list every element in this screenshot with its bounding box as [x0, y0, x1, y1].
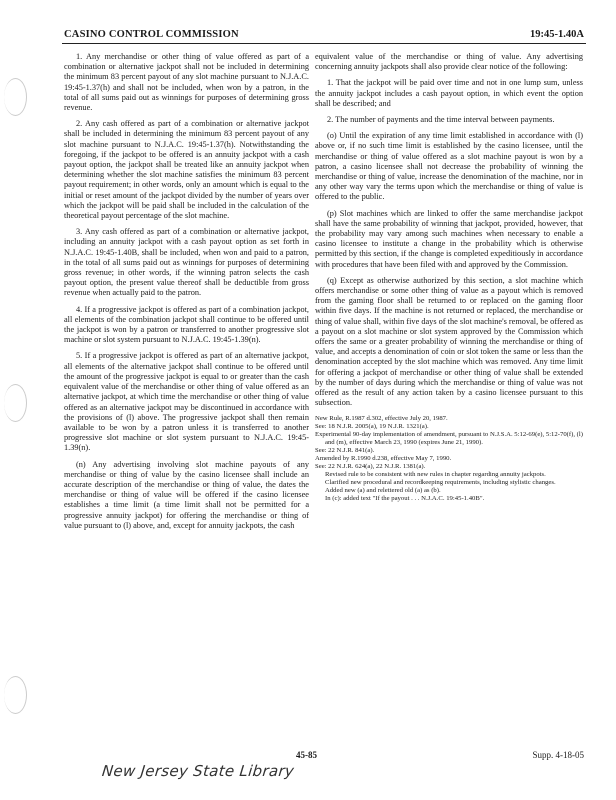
library-stamp: New Jersey State Library: [101, 762, 296, 780]
page-header-title: CASINO CONTROL COMMISSION: [64, 29, 239, 40]
history-note: In (c): added text "If the payout . . . N.J.A.C. 19:45-1.40B".: [325, 495, 485, 503]
paragraph: (n) Any advertising involving slot machine payouts of any merchandise or thing of value by the casino licensee shall include an accurate description of the merchandise or thing of value, the dates the merchandise or thing of value will be offered if the casino licensee establishes a time limit (a time limit shall not be permitted for a progressive annuity jackpot) for offering the merchandise or thing of value pursuant to (l) above, and, except for annuity jackpots, the cash: [64, 459, 309, 530]
punch-hole-bottom: [4, 676, 27, 714]
paragraph: equivalent value of the merchandise or thing of value. Any advertising concerning annuity jackpots shall also provide clear notice of the following:: [315, 52, 583, 72]
paragraph: 1. That the jackpot will be paid over time and not in one lump sum, unless the annuity jackpot includes a cash payout option, in which event the option shall be described; and: [315, 78, 583, 108]
paragraph: (p) Slot machines which are linked to offer the same merchandise jackpot shall have the same probability of winning that jackpot, provided, however, that the probability may vary among such machines when necessary to enable a casino licensee to institute a change in the probability which is otherwise permitted by this section, if the change is completed expeditiously in accordance with procedures that have been filed with and approved by the Commission.: [315, 208, 583, 269]
right-column: [315, 52, 583, 504]
paragraph: (o) Until the expiration of any time limit established in accordance with (l) above or, if no such time limit is established by the casino licensee, until the merchandise or thing of value offered as a slot machine payout is won by a patron, a casino licensee shall not decrease the probability of winning the merchandise or thing of value, increase the denomination of the machine, nor in any other way vary the terms upon which the merchandise or thing of value is offered to the public.: [315, 131, 583, 202]
history-note: Clarified new procedural and recordkeeping requirements, including stylistic changes.: [325, 479, 556, 487]
punch-hole-middle: [4, 384, 27, 422]
page-header-section: 19:45-1.40A: [530, 29, 584, 40]
left-column: [64, 52, 309, 537]
paragraph: 1. Any merchandise or other thing of value offered as part of a combination or alternative jackpot shall not be included in determining the minimum 83 percent payout of any slot machine pursuant to N.J.A.C. 19:45-1.37(h) and shall not be included, when won by a patron, in the total of all sums paid out as winnings for purposes of determining gross revenue.: [64, 52, 309, 113]
paragraph: 2. The number of payments and the time interval between payments.: [327, 115, 555, 125]
paragraph: 2. Any cash offered as part of a combination or alternative jackpot shall be included in determining the minimum 83 percent payout of any slot machine pursuant to N.J.A.C. 19:45-1.37(h). Notwithstanding the foregoing, if the jackpot to be offered is an annuity jackpot with a cash payout option, the jackpot shall be treated like an annuity jackpot when determining whether the slot machine satisfies the minimum 83 percent payout requirement; in other words, only an amount which is equal to the initial or reset amount of the jackpot divided by the number of years over which the jackpot will be paid shall be included in the calculation of the theoretical payout percentage of the slot machine.: [64, 119, 309, 221]
history-note: Experimental 90-day implementation of amendment, pursuant to N.J.S.A. 5:12-69(e), 5:12-70(f), (l) and (m), effective March 23, 1990 (expires June 21, 1990).: [315, 430, 583, 446]
paragraph: 4. If a progressive jackpot is offered as part of a combination jackpot, all elements of the combination jackpot shall continue to be offered until the jackpot is won by a patron or transferred to another progressive slot machine or slot system pursuant to N.J.A.C. 19:45-1.39(n).: [64, 304, 309, 345]
history-note: See: 22 N.J.R. 624(a), 22 N.J.R. 1381(a).: [315, 463, 426, 471]
history-notes: [315, 415, 583, 504]
paragraph: (q) Except as otherwise authorized by this section, a slot machine which offers merchandise or some other thing of value as a payout which is removed from the gaming floor shall be returned to or replaced on the gaming floor within five days. If the machine is not returned or replaced, the merchandise or thing of value shall, within five days of the slot machine's removal, be offered as a payout on a slot machine or slot system approved by the Commission which offers the same or a greater probability of winning the merchandise or thing of value, and accepts a denomination of coin or slot token the same or less than the denomination accepted by the slot machine which was removed. Any time limit for offering a jackpot of merchandise or other thing of value shall be extended by the number of days during which the merchandise or thing of value was not offered as the result of any action taken by a casino licensee pursuant to this subsection.: [315, 275, 583, 408]
paragraph: 3. Any cash offered as part of a combination or alternative jackpot, including an annuity jackpot with a cash payout option as set forth in N.J.A.C. 19:45-1.40B, shall be included, when won and paid to a patron, in the total of all sums paid out as winnings for purposes of determining gross revenue; in other words, if the winning patron selects the cash payout option, the present value thereof shall be deductible from gross revenue when actually paid to the patron.: [64, 227, 309, 298]
supplement-date: Supp. 4-18-05: [532, 750, 584, 760]
history-note: See: 18 N.J.R. 2005(a), 19 N.J.R. 1321(a).: [315, 422, 429, 430]
punch-hole-top: [4, 78, 27, 116]
history-note: Revised rule to be consistent with new rules in chapter regarding annuity jackpots.: [325, 471, 546, 479]
header-rule: [62, 43, 586, 44]
page-number: 45-85: [296, 750, 317, 760]
paragraph: 5. If a progressive jackpot is offered as part of an alternative jackpot, all elements of the alternative jackpot shall continue to be offered until the amount of the progressive jackpot is equal to or greater than the cash equivalent value of the merchandise or other thing of value offered as an alternative jackpot, at which time the merchandise or other thing of value offered as an alternative jackpot may be discontinued in accordance with the provisions of (l) above. The progressive jackpot shall then remain available to be won by a patron unless it is transferred to another progressive slot machine or slot system pursuant to N.J.A.C. 19:45-1.39(n).: [64, 351, 309, 453]
history-note: Amended by R.1990 d.238, effective May 7, 1990.: [315, 454, 452, 462]
history-note: Added new (a) and relettered old (a) as (b).: [325, 487, 441, 495]
history-note: See: 22 N.J.R. 841(a).: [315, 446, 375, 454]
history-note: New Rule, R.1987 d.302, effective July 20, 1987.: [315, 414, 448, 422]
